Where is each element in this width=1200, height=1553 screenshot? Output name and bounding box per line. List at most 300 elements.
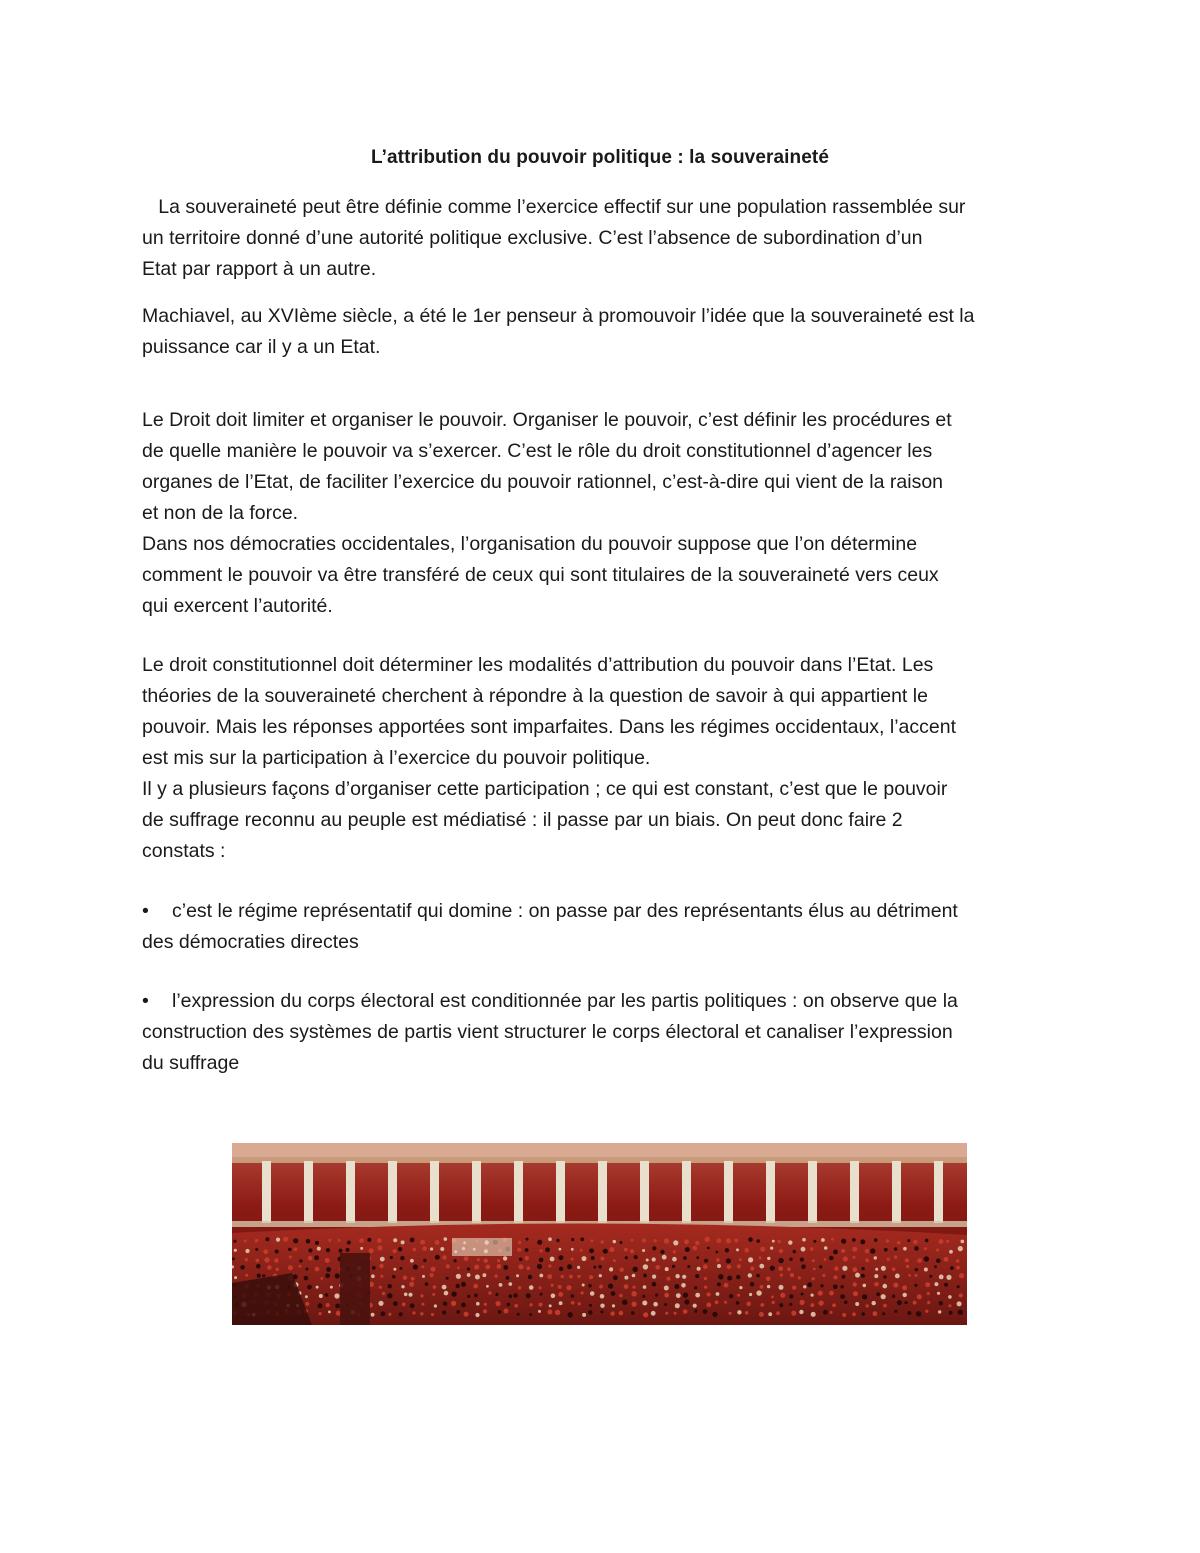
seated-figure [525, 1248, 529, 1252]
seated-figure [957, 1301, 962, 1306]
seated-figure [925, 1282, 930, 1287]
seated-figure [624, 1276, 628, 1280]
hemicycle-column [346, 1161, 355, 1223]
seated-figure [410, 1259, 414, 1263]
seated-figure [903, 1247, 907, 1251]
seated-figure [517, 1248, 521, 1252]
seated-figure [609, 1267, 613, 1271]
seated-figure [307, 1285, 312, 1290]
seated-figure [379, 1286, 382, 1289]
seated-figure [485, 1265, 490, 1270]
seated-figure [304, 1276, 309, 1281]
seated-figure [442, 1285, 447, 1290]
seated-figure [683, 1256, 687, 1260]
seated-figure [393, 1249, 397, 1253]
seated-figure [727, 1265, 732, 1270]
seated-figure [651, 1311, 656, 1316]
seated-figure [483, 1309, 487, 1313]
seated-figure [631, 1311, 635, 1315]
seated-figure [431, 1267, 436, 1272]
seated-figure [566, 1285, 571, 1290]
seated-figure [725, 1248, 729, 1252]
seated-figure [716, 1292, 720, 1296]
seated-figure [789, 1303, 792, 1306]
seated-figure [526, 1293, 531, 1298]
hemicycle-column [850, 1161, 859, 1223]
seated-figure [683, 1309, 688, 1314]
seated-figure [948, 1304, 951, 1307]
seated-figure [819, 1265, 822, 1268]
seated-figure [613, 1275, 618, 1280]
seated-figure [630, 1249, 634, 1253]
seated-figure [371, 1274, 375, 1278]
seated-figure [529, 1285, 534, 1290]
seated-figure [494, 1274, 497, 1277]
seated-figure [768, 1312, 772, 1316]
seated-figure [474, 1294, 478, 1298]
seated-figure [892, 1295, 895, 1298]
seated-figure [695, 1241, 699, 1245]
seated-figure [820, 1284, 823, 1287]
seated-figure [495, 1293, 498, 1296]
seated-figure [504, 1309, 509, 1314]
seated-figure [378, 1246, 383, 1251]
seated-figure [288, 1248, 291, 1251]
seated-figure [632, 1302, 637, 1307]
seated-figure [672, 1265, 675, 1268]
seated-figure [325, 1273, 330, 1278]
seated-figure [915, 1274, 918, 1277]
seated-figure [655, 1265, 660, 1270]
text-line: La souveraineté peut être définie comme l’exercice effectif sur une population rassemblée sur [142, 196, 966, 218]
seated-figure [777, 1240, 780, 1243]
seated-figure [577, 1275, 580, 1278]
seated-figure [894, 1255, 897, 1258]
seated-figure [390, 1256, 393, 1259]
seated-figure [717, 1282, 721, 1286]
seated-figure [873, 1311, 878, 1316]
seated-figure [822, 1274, 825, 1277]
seated-figure [841, 1239, 846, 1244]
seated-figure [234, 1276, 237, 1279]
seated-figure [866, 1304, 869, 1307]
seated-figure [456, 1310, 460, 1314]
seated-figure [600, 1257, 604, 1261]
seated-figure [772, 1240, 775, 1243]
seated-figure [306, 1239, 311, 1244]
seated-figure [897, 1300, 902, 1305]
seated-figure [420, 1240, 425, 1245]
seated-figure [772, 1301, 775, 1304]
seated-figure [865, 1258, 869, 1262]
seated-figure [335, 1273, 340, 1278]
seated-figure [399, 1312, 403, 1316]
seated-figure [727, 1276, 732, 1281]
seated-figure [652, 1275, 656, 1279]
seated-figure [914, 1246, 919, 1251]
seated-figure [767, 1257, 770, 1260]
seated-figure [883, 1304, 887, 1308]
seated-figure [569, 1275, 573, 1279]
seated-figure [625, 1256, 628, 1259]
paragraph-definition [142, 192, 1062, 285]
seated-figure [881, 1266, 886, 1271]
seated-figure [461, 1303, 466, 1308]
seated-figure [924, 1268, 928, 1272]
seated-figure [571, 1258, 574, 1261]
seated-figure [664, 1303, 667, 1306]
seated-figure [904, 1301, 907, 1304]
text-line: Le Droit doit limiter et organiser le pouvoir. Organiser le pouvoir, c’est définir les procédures et [142, 409, 952, 431]
seated-figure [379, 1264, 383, 1268]
seated-figure [664, 1286, 669, 1291]
seated-figure [674, 1312, 677, 1315]
bullet-text: l’expression du corps électoral est conditionnée par les partis politiques : on observe que la [172, 990, 958, 1012]
hemicycle-column [808, 1161, 817, 1223]
seated-figure [398, 1247, 402, 1251]
seated-figure [513, 1293, 517, 1297]
seated-figure [588, 1310, 592, 1314]
seated-figure [509, 1282, 513, 1286]
seated-figure [787, 1267, 791, 1271]
seated-figure [507, 1303, 511, 1307]
seated-figure [255, 1248, 258, 1251]
seated-figure [265, 1237, 269, 1241]
seated-figure [454, 1259, 457, 1262]
seated-figure [539, 1303, 543, 1307]
seated-figure [944, 1257, 949, 1262]
seated-figure [589, 1304, 592, 1307]
hemicycle-column [640, 1161, 649, 1223]
seated-figure [652, 1257, 656, 1261]
seated-figure [467, 1295, 470, 1298]
seated-figure [274, 1258, 279, 1263]
seated-figure [810, 1303, 814, 1307]
seated-figure [744, 1248, 749, 1253]
seated-figure [834, 1275, 838, 1279]
seated-figure [704, 1277, 707, 1280]
seated-figure [957, 1285, 960, 1288]
seated-figure [245, 1258, 248, 1261]
seated-figure [556, 1239, 559, 1242]
seated-figure [316, 1286, 319, 1289]
seated-figure [442, 1310, 446, 1314]
seated-figure [315, 1267, 320, 1272]
hemicycle-column [430, 1161, 439, 1223]
seated-figure [936, 1249, 939, 1252]
seated-figure [863, 1284, 867, 1288]
seated-figure [894, 1310, 897, 1313]
text-line: comment le pouvoir va être transféré de ceux qui sont titulaires de la souveraineté vers ceux [142, 564, 939, 586]
seated-figure [589, 1248, 594, 1253]
seated-figure [591, 1239, 594, 1242]
text-line: Etat par rapport à un autre. [142, 258, 377, 280]
seated-figure [506, 1276, 510, 1280]
seated-figure [793, 1250, 796, 1253]
seated-figure [938, 1310, 941, 1313]
seated-figure [603, 1249, 608, 1254]
seated-figure [798, 1276, 801, 1279]
seated-figure [841, 1249, 845, 1253]
seated-figure [367, 1238, 371, 1242]
seated-figure [435, 1240, 440, 1245]
seated-figure [612, 1304, 615, 1307]
seated-figure [936, 1258, 941, 1263]
paragraph-machiavel [142, 301, 1062, 363]
seated-figure [577, 1266, 580, 1269]
seated-figure [934, 1265, 937, 1268]
seated-figure [685, 1247, 690, 1252]
seated-figure [293, 1238, 298, 1243]
seated-figure [913, 1240, 917, 1244]
seated-figure [750, 1267, 754, 1271]
seated-figure [599, 1285, 603, 1289]
seated-figure [632, 1274, 636, 1278]
seated-figure [729, 1312, 732, 1315]
seated-figure [420, 1294, 423, 1297]
seated-figure [529, 1313, 532, 1316]
seated-figure [400, 1256, 404, 1260]
seated-figure [853, 1256, 856, 1259]
seated-figure [571, 1248, 574, 1251]
seated-figure [653, 1302, 658, 1307]
seated-figure [860, 1239, 865, 1244]
seated-figure [335, 1304, 340, 1309]
text-line: de quelle manière le pouvoir va s’exercer. C’est le rôle du droit constitutionnel d’agencer les [142, 440, 933, 462]
seated-figure [600, 1294, 605, 1299]
seated-figure [780, 1274, 783, 1277]
seated-figure [346, 1248, 350, 1252]
seated-figure [464, 1312, 469, 1317]
seated-figure [675, 1274, 679, 1278]
seated-figure [484, 1303, 487, 1306]
seated-figure [474, 1265, 479, 1270]
seated-figure [724, 1301, 727, 1304]
seated-figure [687, 1265, 690, 1268]
text-line: pouvoir. Mais les réponses apportées sont imparfaites. Dans les régimes occidentaux, l’accent [142, 716, 956, 738]
hemicycle-column [598, 1161, 607, 1223]
seated-figure [433, 1285, 437, 1289]
seated-figure [907, 1239, 910, 1242]
seated-figure [516, 1274, 519, 1277]
seated-figure [609, 1247, 614, 1252]
seated-figure [550, 1257, 555, 1262]
seated-figure [760, 1303, 764, 1307]
seated-figure [467, 1267, 470, 1270]
seated-figure [811, 1312, 816, 1317]
seated-figure [547, 1274, 552, 1279]
seated-figure [803, 1285, 806, 1288]
seated-figure [750, 1282, 754, 1286]
seated-figure [318, 1303, 323, 1308]
seated-figure [255, 1239, 259, 1243]
seated-figure [514, 1304, 518, 1308]
hemicycle-column [892, 1161, 901, 1223]
seated-figure [729, 1294, 733, 1298]
seated-figure [917, 1294, 922, 1299]
seated-figure [745, 1311, 749, 1315]
seated-figure [488, 1291, 491, 1294]
hemicycle-column [682, 1161, 691, 1223]
text-line: un territoire donné d’une autorité politique exclusive. C’est l’absence de subordination d’un [142, 227, 923, 249]
seated-figure [558, 1255, 563, 1260]
seated-figure [263, 1249, 268, 1254]
seated-figure [862, 1294, 867, 1299]
seated-figure [950, 1266, 954, 1270]
seated-figure [451, 1291, 456, 1296]
seated-figure [326, 1267, 331, 1272]
seated-figure [654, 1239, 657, 1242]
seated-figure [388, 1313, 391, 1316]
seated-figure [545, 1247, 550, 1252]
seated-figure [578, 1302, 581, 1305]
seated-figure [473, 1284, 478, 1289]
seated-figure [634, 1255, 638, 1259]
seated-figure [929, 1275, 932, 1278]
seated-figure [759, 1312, 764, 1317]
seated-figure [599, 1274, 602, 1277]
bullet-item [142, 896, 1062, 958]
seated-figure [655, 1294, 658, 1297]
seated-figure [852, 1238, 856, 1242]
seated-figure [444, 1291, 449, 1296]
seated-figure [393, 1268, 396, 1271]
seated-figure [525, 1256, 529, 1260]
seated-figure [631, 1239, 634, 1242]
seated-figure [759, 1256, 762, 1259]
seated-figure [771, 1296, 774, 1299]
seated-figure [497, 1259, 500, 1262]
seated-figure [792, 1285, 796, 1289]
seated-figure [736, 1275, 740, 1279]
seated-figure [939, 1301, 943, 1305]
seated-figure [715, 1251, 718, 1254]
seated-figure [949, 1250, 953, 1254]
seated-figure [675, 1303, 680, 1308]
seated-figure [611, 1291, 616, 1296]
seated-figure [360, 1247, 363, 1250]
seated-figure [334, 1293, 339, 1298]
seated-figure [882, 1312, 885, 1315]
text-line: organes de l’Etat, de faciliter l’exercice du pouvoir rationnel, c’est-à-dire qui vient de la raison [142, 471, 944, 493]
parliament-hemicycle-photo [232, 1143, 967, 1325]
seated-figure [422, 1303, 425, 1306]
seated-figure [874, 1238, 878, 1242]
seated-figure [444, 1237, 448, 1241]
seated-figure [538, 1310, 541, 1313]
seated-figure [326, 1303, 330, 1307]
seated-figure [946, 1275, 951, 1280]
seated-figure [330, 1286, 333, 1289]
text-line: de suffrage reconnu au peuple est médiatisé : il passe par un biais. On peut donc faire 2 [142, 809, 903, 831]
seated-figure [693, 1304, 697, 1308]
seated-figure [262, 1274, 265, 1277]
seated-figure [694, 1286, 697, 1289]
seated-figure [430, 1273, 434, 1277]
seated-figure [642, 1238, 646, 1242]
seated-figure [903, 1293, 907, 1297]
seated-figure [829, 1291, 834, 1296]
text-line: puissance car il y a un Etat. [142, 336, 381, 358]
seated-figure [551, 1284, 554, 1287]
hemicycle-column [934, 1161, 943, 1223]
seated-figure [399, 1267, 402, 1270]
seated-figure [567, 1264, 572, 1269]
seated-figure [832, 1303, 836, 1307]
seated-figure [853, 1291, 858, 1296]
seated-figure [475, 1275, 480, 1280]
seated-figure [660, 1250, 664, 1254]
seated-figure [831, 1238, 834, 1241]
seated-figure [613, 1240, 616, 1243]
bullet-text: du suffrage [142, 1052, 240, 1074]
seated-figure [378, 1301, 383, 1306]
seated-figure [631, 1291, 636, 1296]
seated-figure [697, 1267, 701, 1271]
bullet-text: construction des systèmes de partis vient structurer le corps électoral et canaliser l’expression [142, 1021, 953, 1043]
seated-figure [549, 1304, 552, 1307]
seated-figure [593, 1266, 596, 1269]
paragraph-droit-constitutionnel [142, 650, 1062, 867]
seated-figure [517, 1313, 520, 1316]
seated-figure [580, 1237, 584, 1241]
seated-figure [431, 1313, 434, 1316]
seated-figure [457, 1266, 460, 1269]
seated-figure [791, 1311, 796, 1316]
seated-figure [672, 1257, 677, 1262]
seated-figure [695, 1274, 699, 1278]
seated-figure [800, 1258, 804, 1262]
seated-figure [652, 1282, 657, 1287]
seated-figure [518, 1264, 523, 1269]
seated-figure [734, 1239, 738, 1243]
seated-figure [737, 1294, 740, 1297]
seated-figure [801, 1264, 806, 1269]
seated-figure [388, 1284, 392, 1288]
seated-figure [503, 1265, 508, 1270]
seated-figure [865, 1249, 870, 1254]
seated-figure [571, 1301, 575, 1305]
seated-figure [718, 1274, 723, 1279]
seated-figure [739, 1286, 742, 1289]
seated-figure [946, 1240, 949, 1243]
seated-figure [410, 1238, 415, 1243]
seated-figure [694, 1310, 697, 1313]
seated-figure [503, 1256, 507, 1260]
seated-figure [881, 1294, 886, 1299]
seated-figure [393, 1238, 397, 1242]
seated-figure [906, 1265, 909, 1268]
seated-figure [308, 1256, 313, 1261]
seated-figure [619, 1311, 624, 1316]
seated-figure [692, 1246, 697, 1251]
seated-figure [377, 1238, 382, 1243]
seated-figure [766, 1276, 771, 1281]
seated-figure [746, 1302, 751, 1307]
seated-figure [293, 1248, 297, 1252]
seated-figure [704, 1285, 707, 1288]
seated-figure [874, 1256, 877, 1259]
seated-figure [401, 1240, 405, 1244]
seated-figure [958, 1310, 963, 1315]
seated-figure [387, 1293, 392, 1298]
seated-figure [830, 1311, 833, 1314]
seated-figure [684, 1299, 689, 1304]
text-line: qui exercent l’autorité. [142, 595, 333, 617]
seated-figure [244, 1240, 247, 1243]
seated-figure [829, 1256, 834, 1261]
seated-figure [518, 1241, 521, 1244]
